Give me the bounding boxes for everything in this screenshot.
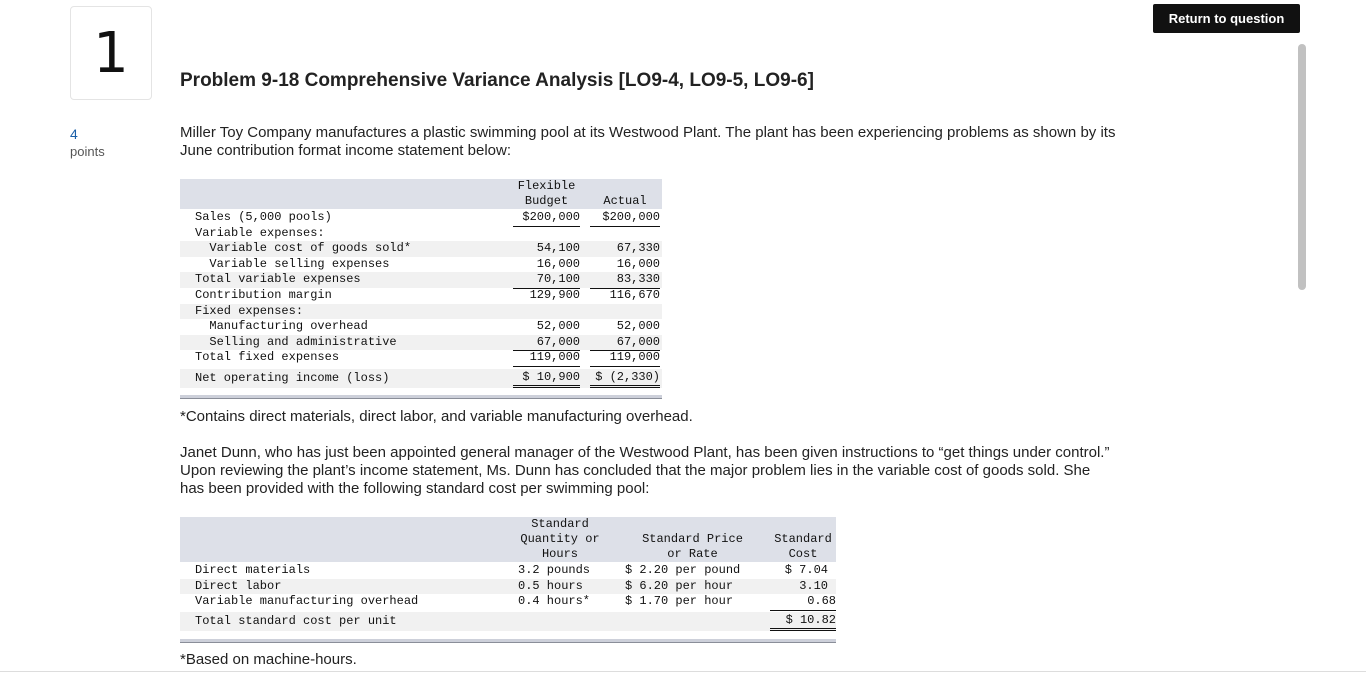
row-label: Manufacturing overhead [195,319,368,334]
header-cost-line2: Cost [788,547,818,561]
table-row [180,257,662,273]
row-label: Net operating income (loss) [195,371,390,385]
header-actual: Actual [603,194,647,208]
table-row [180,350,662,366]
header-flexible-line1: Flexible [517,179,576,193]
points-label: points [70,144,105,159]
flexible-value: 119,000 [513,350,580,367]
header-price-line1: Standard Price [642,532,743,546]
table-row [180,210,662,226]
flexible-value: 67,000 [513,335,580,352]
row-label: Selling and administrative [195,334,397,349]
header-flexible-line2: Budget [524,194,569,208]
header-cost-line1: Standard [774,532,832,546]
actual-value: 52,000 [616,319,660,334]
table-row [180,612,836,631]
second-paragraph: Janet Dunn, who has just been appointed general manager of the Westwood Plant, has been given instructions to “get things under control.” Upon reviewing the plant’s income statement, Ms. Dunn has concluded that the major problem lies in the variable cost of goods sold. She has been provided with the following standard cost per swimming pool: [180,444,1110,497]
table-row [180,594,836,610]
bottom-divider [0,671,1366,672]
row-label: Variable expenses: [195,225,325,240]
row-label: Fixed expenses: [195,303,304,318]
actual-value: $200,000 [590,210,660,227]
flexible-value: 16,000 [513,257,580,274]
table-row [180,272,662,288]
scrollbar-thumb[interactable] [1298,44,1306,290]
header-price-line2: or Rate [667,547,718,561]
price-value: $ 2.20 per pound [625,563,741,577]
income-statement-table [180,179,662,400]
actual-value: 119,000 [590,350,660,367]
row-label: Direct labor [195,578,282,593]
total-value: $ 10.82 [770,612,836,631]
question-number-card [70,6,152,100]
flexible-value: 129,900 [513,288,580,305]
table-footer-band [180,395,662,399]
header-qty-line3: Hours [541,547,578,561]
flexible-value: 70,100 [513,272,580,289]
footnote-machine-hours: *Based on machine-hours. [180,651,357,668]
flexible-value: $ 10,900 [513,369,580,388]
cost-value: 3.10 [799,578,828,593]
row-label: Variable cost of goods sold* [195,241,412,256]
table-row [180,563,836,579]
table-row [180,579,836,595]
quantity-value: 0.5 hours [518,578,583,593]
header-qty-line2: Quantity or [520,532,600,546]
flexible-value: 54,100 [536,241,580,256]
row-label: Contribution margin [195,288,332,302]
actual-value: $ (2,330) [590,369,660,388]
flexible-value: $200,000 [513,210,580,227]
table-row [180,241,662,257]
actual-value: 67,000 [590,335,660,352]
row-label: Sales (5,000 pools) [195,210,332,224]
actual-value: 83,330 [590,272,660,289]
cost-value: 0.68 [770,594,836,611]
points-value: 4 [70,126,78,142]
standard-cost-table [180,517,836,645]
problem-title: Problem 9-18 Comprehensive Variance Analysis [LO9-4, LO9-5, LO9-6] [180,70,814,91]
intro-paragraph: Miller Toy Company manufactures a plastic swimming pool at its Westwood Plant. The plant has been experiencing problems as shown by its June contribution format income statement below: [180,124,1116,159]
price-value: $ 6.20 per hour [625,578,734,593]
row-label: Variable manufacturing overhead [195,594,419,609]
footnote-contains: *Contains direct materials, direct labor, and variable manufacturing overhead. [180,408,693,425]
actual-value: 16,000 [590,257,660,274]
actual-value: 67,330 [616,241,660,256]
cost-value: $ 7.04 [784,563,828,577]
row-label: Total variable expenses [195,272,361,287]
points-indicator [70,125,105,161]
row-label: Direct materials [195,563,311,577]
return-to-question-button[interactable]: Return to question [1153,4,1300,33]
table-row [180,288,662,304]
total-label: Total standard cost per unit [195,614,397,628]
table-row [180,319,662,335]
actual-value: 116,670 [590,288,660,305]
table-row [180,304,662,320]
row-label: Total fixed expenses [195,350,340,365]
row-label: Variable selling expenses [195,256,390,271]
flexible-value: 52,000 [536,319,580,334]
quantity-value: 0.4 hours* [518,594,591,609]
table-footer-band [180,639,836,643]
question-number: 1 [93,20,129,86]
quantity-value: 3.2 pounds [518,563,591,577]
price-value: $ 1.70 per hour [625,594,734,609]
scrollbar[interactable] [1296,42,1308,667]
table-row [180,369,662,388]
table-row [180,335,662,351]
table-row [180,226,662,242]
header-qty-line1: Standard [531,517,589,531]
